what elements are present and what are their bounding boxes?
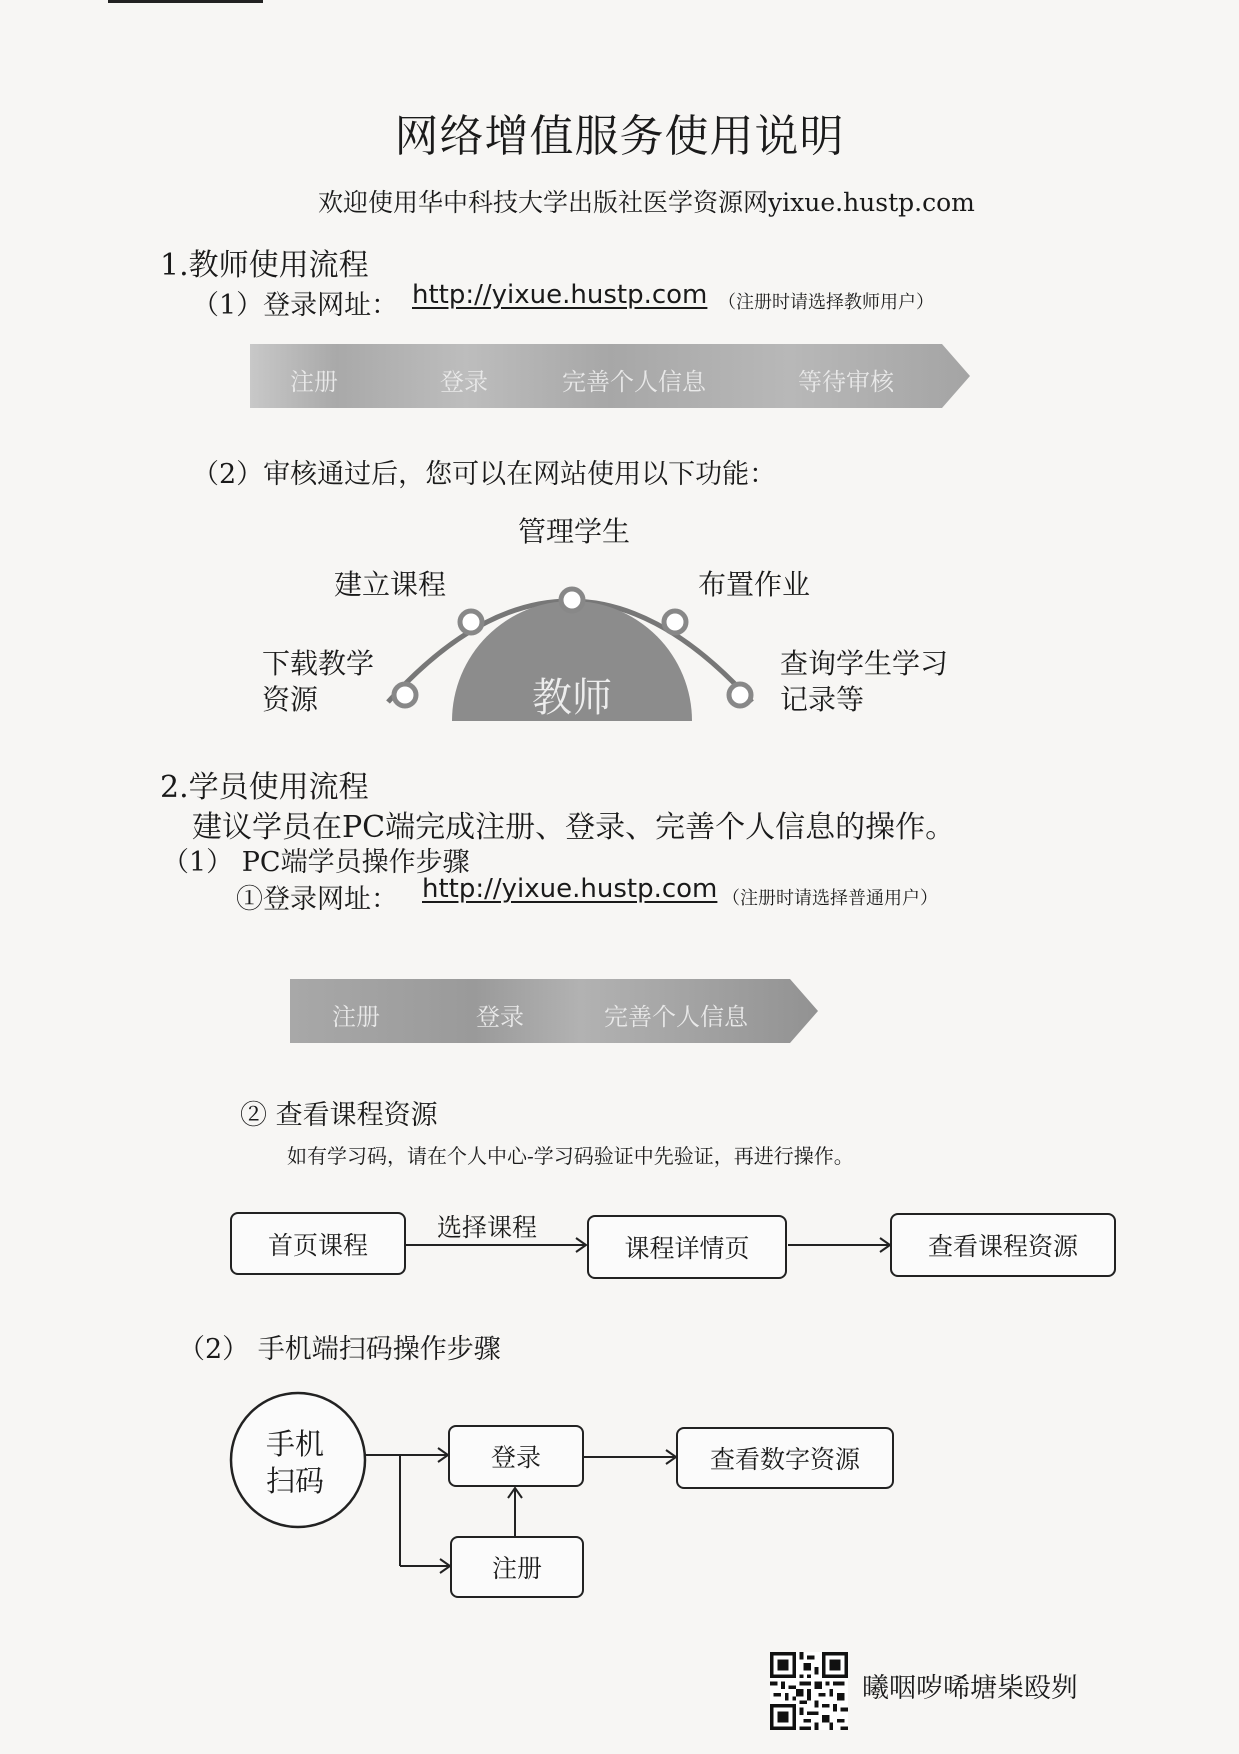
feature-assign-homework: 布置作业 xyxy=(698,568,811,601)
flow-box-home-course: 首页课程 xyxy=(230,1212,406,1275)
student-mobile-heading: （2） 手机端扫码操作步骤 xyxy=(178,1334,501,1365)
teacher-steps-bar xyxy=(250,344,970,408)
feature-query-line2: 记录等 xyxy=(780,683,865,716)
teacher-step-await-review: 等待审核 xyxy=(798,368,894,396)
teacher-step-register: 注册 xyxy=(290,368,338,396)
teacher-step-complete-info: 完善个人信息 xyxy=(562,368,706,396)
student-pc-heading: （1） PC端学员操作步骤 xyxy=(162,847,470,878)
student-login-note: （注册时请选择普通用户） xyxy=(722,888,938,909)
mobile-box-register: 注册 xyxy=(450,1536,584,1598)
node-assign-homework xyxy=(660,607,690,637)
node-download xyxy=(390,680,420,710)
feature-manage-students: 管理学生 xyxy=(518,515,631,548)
teacher-heading: 1.教师使用流程 xyxy=(160,248,369,283)
flow-box-view-course-resources: 查看课程资源 xyxy=(890,1213,1116,1277)
teacher-login-link[interactable]: http://yixue.hustp.com xyxy=(412,280,708,310)
feature-download-line1: 下载教学 xyxy=(262,647,375,680)
mobile-flow-arrows xyxy=(360,1440,690,1580)
node-query-records xyxy=(725,680,755,710)
student-view-heading: ② 查看课程资源 xyxy=(240,1100,438,1131)
student-step-complete-info: 完善个人信息 xyxy=(604,1003,748,1031)
footer-text: 曦咽哕唏塘枈殴刿 xyxy=(862,1673,1078,1704)
student-view-note: 如有学习码，请在个人中心-学习码验证中先验证，再进行操作。 xyxy=(287,1144,854,1168)
page-title: 网络增值服务使用说明 xyxy=(394,111,845,162)
mobile-box-login: 登录 xyxy=(448,1425,584,1487)
flow-box-course-detail: 课程详情页 xyxy=(587,1215,787,1279)
student-step-login: 登录 xyxy=(476,1003,524,1031)
mobile-circle-line2: 扫码 xyxy=(266,1464,325,1498)
teacher-login-note: （注册时请选择教师用户） xyxy=(718,292,934,313)
feature-query-line1: 查询学生学习 xyxy=(780,647,949,680)
student-advice: 建议学员在PC端完成注册、登录、完善个人信息的操作。 xyxy=(192,810,956,845)
feature-download-line2: 资源 xyxy=(262,683,319,716)
student-steps-bar xyxy=(290,979,818,1043)
node-manage-students xyxy=(557,585,587,615)
student-step-register: 注册 xyxy=(332,1003,380,1031)
student-heading: 2.学员使用流程 xyxy=(160,770,369,805)
flow-arrow-label: 选择课程 xyxy=(437,1213,538,1242)
student-login-link[interactable]: http://yixue.hustp.com xyxy=(422,874,718,904)
qr-code[interactable] xyxy=(770,1652,848,1730)
feature-build-course: 建立课程 xyxy=(334,568,447,601)
teacher-login-prefix: （1）登录网址： xyxy=(192,290,399,321)
mobile-circle-line1: 手机 xyxy=(266,1427,325,1461)
mobile-box-view-digital-resources: 查看数字资源 xyxy=(676,1427,894,1489)
node-build-course xyxy=(456,607,486,637)
student-login-prefix: ①登录网址： xyxy=(236,884,398,915)
teacher-features-intro: （2）审核通过后，您可以在网站使用以下功能： xyxy=(192,459,777,490)
flow-arrows xyxy=(404,1235,1124,1255)
page-subtitle: 欢迎使用华中科技大学出版社医学资源网yixue.hustp.com xyxy=(318,188,975,217)
teacher-step-login: 登录 xyxy=(440,368,488,396)
teacher-center-label: 教师 xyxy=(532,675,612,721)
top-edge-mark xyxy=(108,0,263,3)
